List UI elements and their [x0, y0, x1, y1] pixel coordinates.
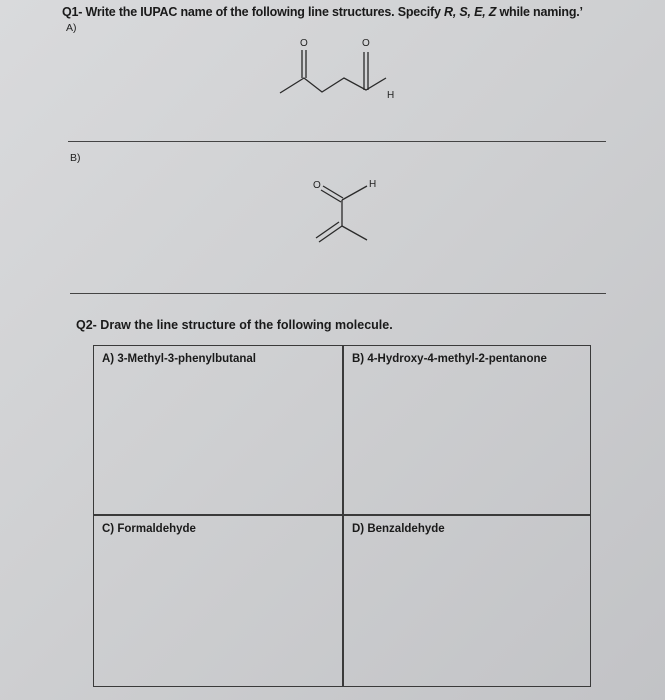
structure-b: [295, 172, 395, 252]
structure-a-oxygen-1: O: [300, 38, 308, 49]
q2-heading: Q2- Draw the line structure of the following molecule.: [76, 318, 393, 332]
draw-box-a[interactable]: [93, 345, 343, 515]
structure-b-co-1: [323, 186, 343, 198]
draw-box-d-label: D) Benzaldehyde: [352, 523, 445, 535]
q1-prompt-end: while naming.’: [496, 5, 583, 19]
part-a-label: A): [66, 22, 77, 34]
answer-line-b: [70, 293, 606, 294]
structure-b-ch: [342, 186, 367, 200]
q1-prompt: - Write the IUPAC name of the following line structures. Specify: [78, 5, 445, 19]
draw-box-b[interactable]: [343, 345, 591, 515]
answer-line-a: [68, 141, 606, 142]
structure-a-hydrogen: H: [387, 90, 395, 101]
draw-box-b-label: B) 4-Hydroxy-4-methyl-2-pentanone: [352, 353, 547, 365]
draw-box-c-label: C) Formaldehyde: [102, 523, 196, 535]
draw-box-a-label: A) 3-Methyl-3-phenylbutanal: [102, 353, 256, 365]
q1-heading: [62, 5, 583, 19]
structure-b-co-2: [321, 190, 341, 202]
structure-a-chain: [280, 78, 386, 93]
structure-a-oxygen-2: O: [362, 38, 370, 49]
structure-b-oxygen: O: [313, 180, 321, 191]
draw-box-c[interactable]: [93, 515, 343, 687]
structure-b-methyl: [342, 226, 367, 240]
q1-number: Q1: [62, 5, 79, 19]
q1-stereo-letters: R, S, E, Z: [444, 5, 497, 19]
draw-box-d[interactable]: [343, 515, 591, 687]
part-b-label: B): [70, 152, 81, 164]
structure-a: [270, 28, 420, 108]
structure-b-hydrogen: H: [369, 179, 377, 190]
